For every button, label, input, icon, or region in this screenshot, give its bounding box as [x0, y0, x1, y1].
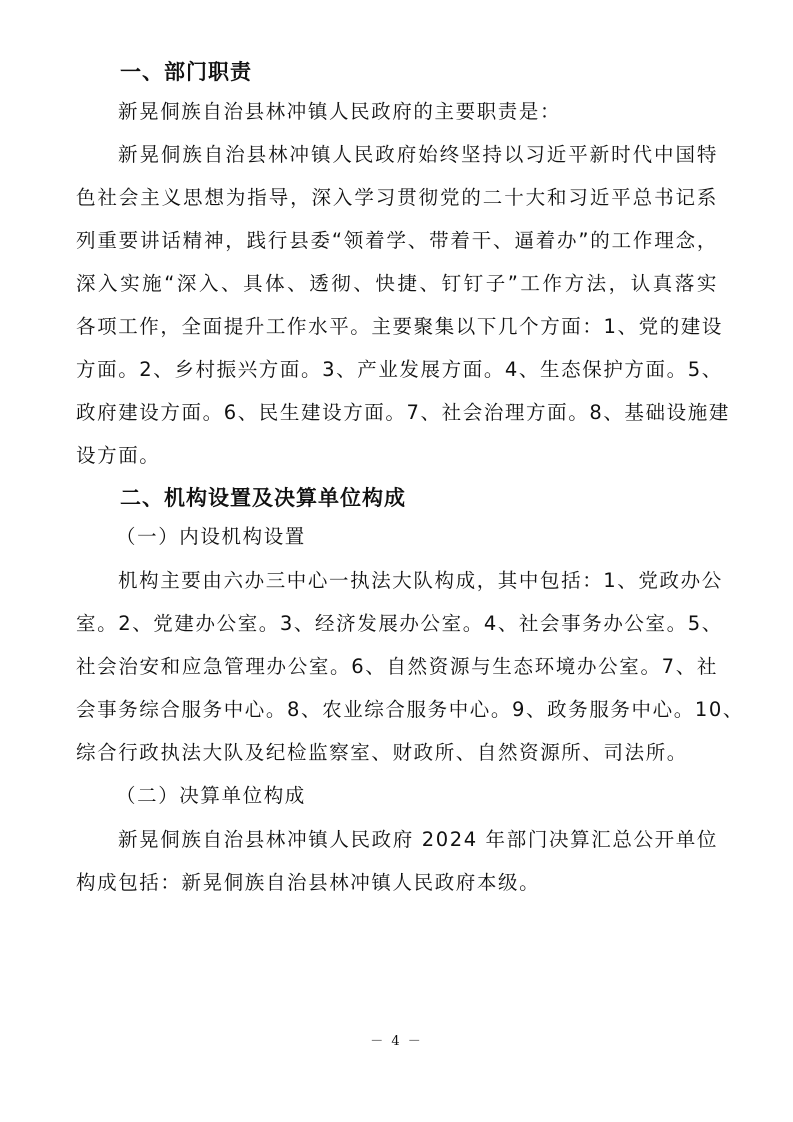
duties-paragraph-line: 政府建设方面。6、民生建设方面。7、社会治理方面。8、基础设施建	[76, 401, 730, 424]
structure-paragraph-line: 综合行政执法大队及纪检监察室、财政所、自然资源所、司法所。	[76, 741, 688, 764]
duties-paragraph-line: 列重要讲话精神，践行县委“领着学、带着干、逼着办”的工作理念，	[76, 229, 718, 252]
duties-paragraph-line: 新晃侗族自治县林冲镇人民政府始终坚持以习近平新时代中国特	[118, 143, 718, 166]
page-number: － 4 －	[370, 1034, 423, 1049]
structure-paragraph-line: 机构主要由六办三中心一执法大队构成，其中包括：1、党政办公	[118, 569, 723, 592]
section-heading-structure: 二、机构设置及决算单位构成	[120, 486, 406, 510]
duties-paragraph-line: 方面。2、乡村振兴方面。3、产业发展方面。4、生态保护方面。5、	[76, 358, 723, 381]
subsection-title-budget-units: （二）决算单位构成	[116, 784, 306, 807]
budget-units-paragraph-line: 构成包括：新晃侗族自治县林冲镇人民政府本级。	[76, 871, 541, 894]
section-heading-duties: 一、部门职责	[120, 60, 252, 84]
structure-paragraph-line: 室。2、党建办公室。3、经济发展办公室。4、社会事务办公室。5、	[76, 612, 723, 635]
duties-intro: 新晃侗族自治县林冲镇人民政府的主要职责是：	[118, 100, 562, 123]
duties-paragraph-line: 深入实施“深入、具体、透彻、快捷、钉钉子”工作方法，认真落实	[76, 272, 718, 295]
subsection-title-internal-structure: （一）内设机构设置	[116, 525, 306, 548]
budget-units-paragraph-line: 新晃侗族自治县林冲镇人民政府 2024 年部门决算汇总公开单位	[118, 828, 718, 851]
duties-paragraph-line: 各项工作，全面提升工作水平。主要聚集以下几个方面：1、党的建设	[76, 315, 724, 338]
duties-paragraph-line: 色社会主义思想为指导，深入学习贯彻党的二十大和习近平总书记系	[76, 186, 718, 209]
structure-paragraph-line: 会事务综合服务中心。8、农业综合服务中心。9、政务服务中心。10、	[76, 698, 744, 721]
duties-paragraph-line: 设方面。	[76, 444, 161, 467]
structure-paragraph-line: 社会治安和应急管理办公室。6、自然资源与生态环境办公室。7、社	[76, 655, 718, 678]
